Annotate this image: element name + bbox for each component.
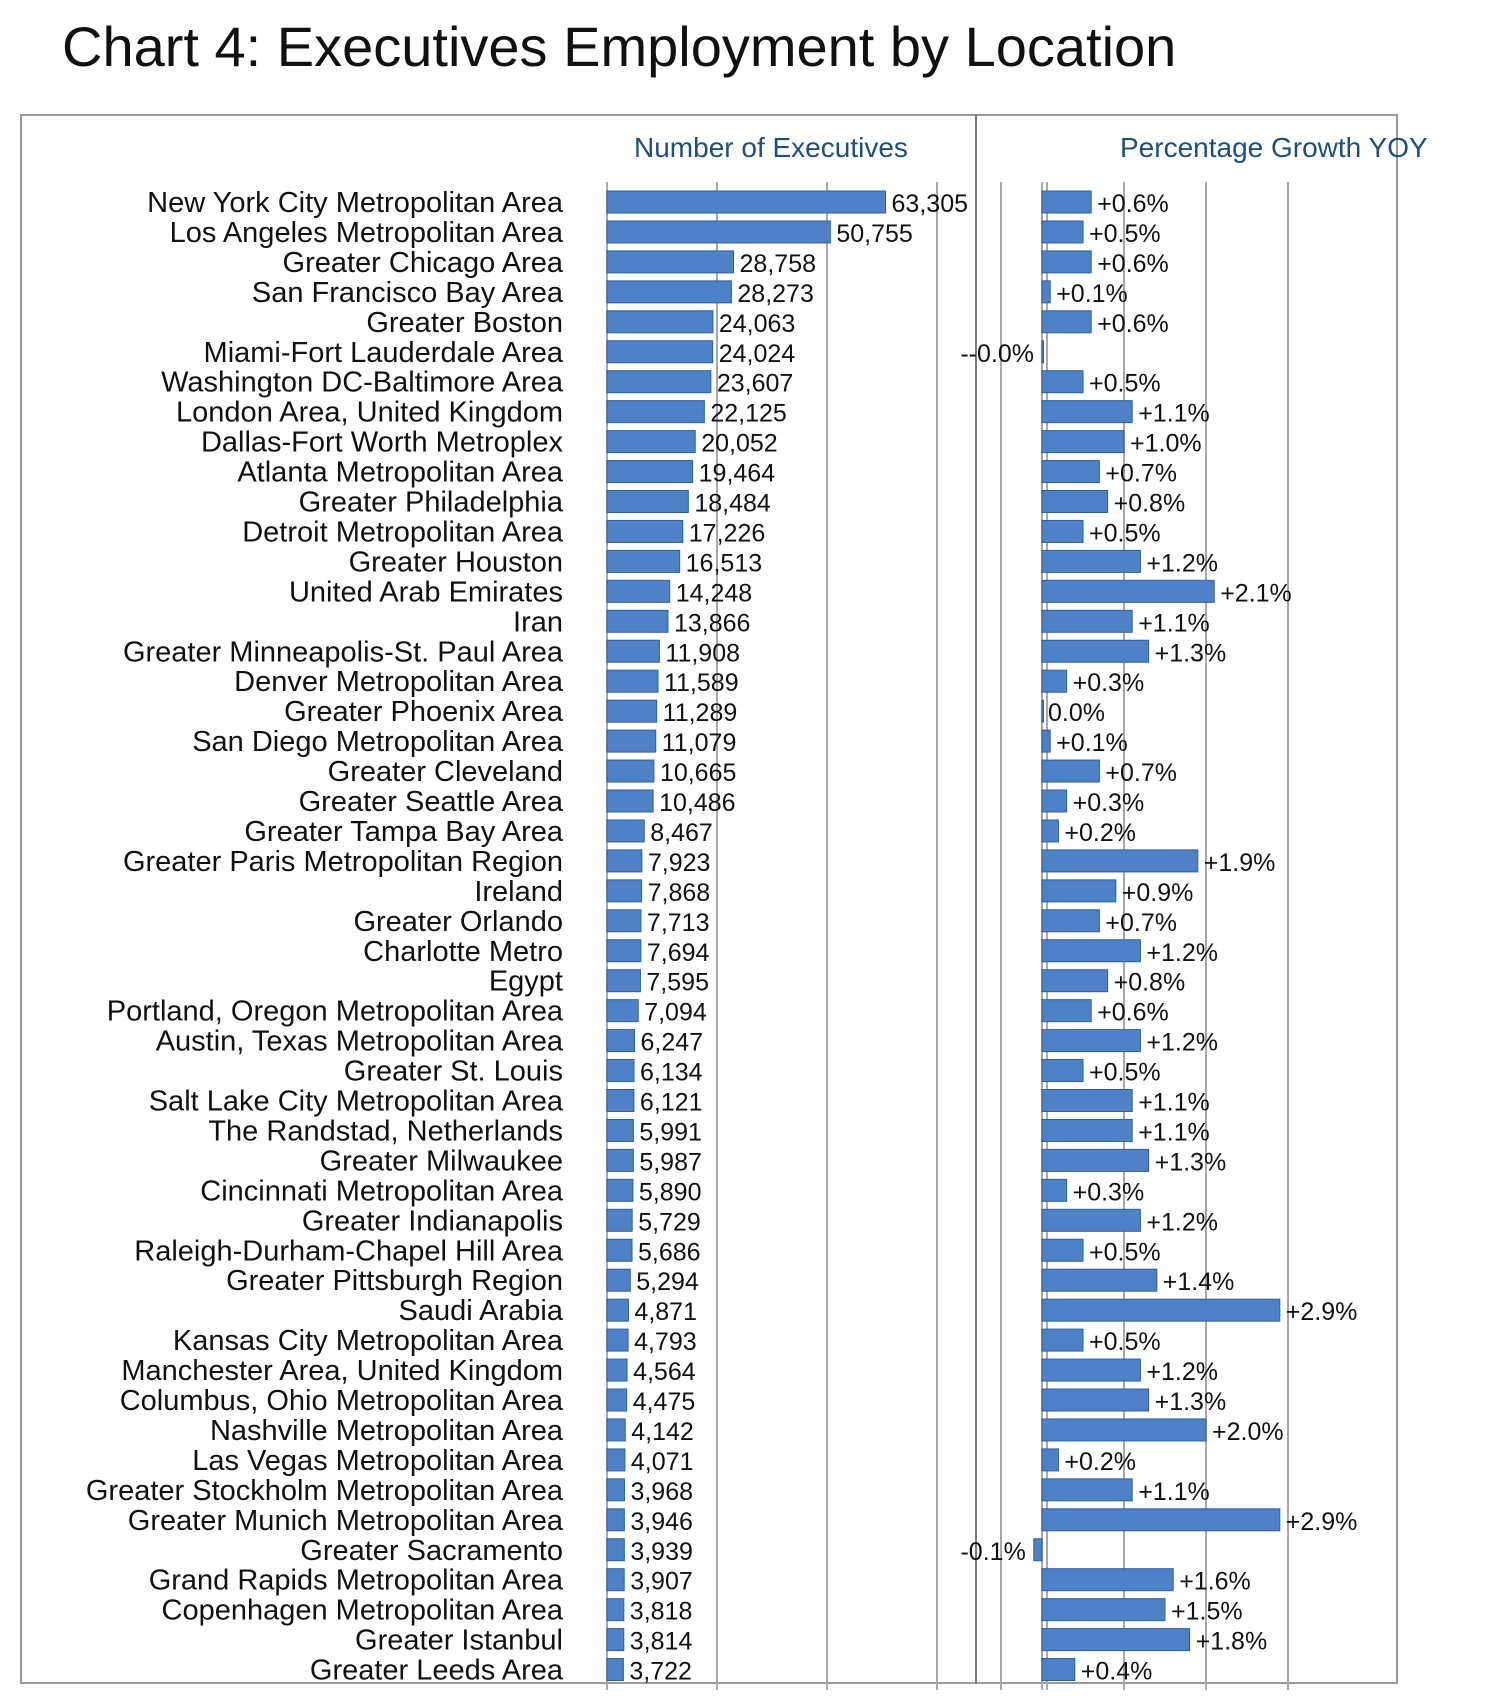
growth-value-label: +2.0% <box>1212 1417 1284 1446</box>
executives-bar <box>607 1389 627 1411</box>
growth-value-label: +1.6% <box>1179 1567 1251 1596</box>
executives-value-label: 11,079 <box>661 729 737 758</box>
executives-bar <box>607 1599 624 1621</box>
executives-bar <box>607 1179 633 1201</box>
growth-value-label: +1.2% <box>1146 1028 1218 1057</box>
growth-value-label: +0.6% <box>1097 998 1169 1027</box>
category-label: Greater Chicago Area <box>282 246 563 279</box>
executives-value-label: 3,968 <box>630 1477 694 1506</box>
executives-bar <box>607 281 731 303</box>
executives-value-label: 24,024 <box>718 339 796 368</box>
growth-value-label: +0.3% <box>1072 789 1145 817</box>
category-label: The Randstad, Netherlands <box>208 1115 563 1148</box>
growth-value-label: +1.1% <box>1138 1088 1210 1117</box>
executives-value-label: 28,758 <box>739 249 817 278</box>
category-label: United Arab Emirates <box>288 576 563 609</box>
category-label: Detroit Metropolitan Area <box>242 516 563 549</box>
executives-bar <box>607 1119 633 1141</box>
executives-bar <box>607 311 713 333</box>
growth-bar <box>1042 910 1099 932</box>
executives-value-label: 24,063 <box>718 309 796 338</box>
growth-value-label: +0.1% <box>1056 729 1128 758</box>
category-label: London Area, United Kingdom <box>176 396 563 429</box>
category-label: Greater Philadelphia <box>298 486 563 519</box>
category-label: Greater Milwaukee <box>319 1145 563 1178</box>
executives-value-label: 5,991 <box>639 1118 702 1147</box>
growth-bar <box>1042 520 1083 542</box>
executives-bar <box>607 251 734 273</box>
growth-value-label: +1.2% <box>1146 938 1218 967</box>
category-label: Greater Pittsburgh Region <box>226 1265 563 1298</box>
category-label: Kansas City Metropolitan Area <box>172 1325 563 1358</box>
executives-bar <box>607 940 641 962</box>
category-label: Copenhagen Metropolitan Area <box>161 1594 563 1627</box>
growth-bar <box>1042 550 1140 572</box>
executives-bar <box>607 191 886 213</box>
growth-value-label: +0.6% <box>1097 190 1169 218</box>
executives-value-label: 23,607 <box>716 369 794 398</box>
category-label: Manchester Area, United Kingdom <box>121 1355 563 1388</box>
executives-bar <box>607 1239 632 1261</box>
growth-bar <box>1042 1239 1083 1261</box>
executives-value-label: 20,052 <box>701 429 778 458</box>
executives-bar <box>607 1479 624 1501</box>
growth-value-label: +0.5% <box>1089 369 1161 398</box>
executives-bar <box>607 461 693 483</box>
executives-value-label: 4,142 <box>631 1417 694 1446</box>
growth-bar <box>1042 1329 1083 1351</box>
category-label: Greater St. Louis <box>343 1055 563 1088</box>
growth-value-label: +0.5% <box>1089 519 1161 548</box>
growth-value-label: +1.3% <box>1154 1148 1227 1177</box>
growth-value-label: +1.1% <box>1138 399 1210 428</box>
growth-value-label: -0.1% <box>960 1537 1026 1566</box>
executives-value-label: 3,818 <box>629 1597 693 1626</box>
executives-value-label: 7,094 <box>644 998 707 1027</box>
category-label: San Francisco Bay Area <box>251 276 563 309</box>
growth-bar <box>1042 820 1058 842</box>
executives-bar <box>607 1209 632 1231</box>
executives-value-label: 3,722 <box>629 1657 692 1686</box>
growth-bar <box>1042 1269 1157 1291</box>
category-label: Saudi Arabia <box>398 1295 563 1328</box>
executives-value-label: 3,814 <box>629 1627 693 1656</box>
executives-bar <box>607 580 670 602</box>
executives-value-label: 63,305 <box>891 190 969 218</box>
growth-bar <box>1042 1629 1190 1651</box>
executives-value-label: 7,923 <box>647 848 711 877</box>
executives-value-label: 7,868 <box>647 878 711 907</box>
growth-value-label: +1.8% <box>1195 1627 1268 1656</box>
growth-bar <box>1042 700 1044 722</box>
growth-value-label: +0.7% <box>1105 759 1177 788</box>
executives-value-label: 5,987 <box>639 1148 702 1177</box>
category-label: Salt Lake City Metropolitan Area <box>148 1085 563 1118</box>
executives-value-label: 13,866 <box>674 609 751 638</box>
growth-panel-title: Percentage Growth YOY <box>1120 132 1428 163</box>
executives-bar <box>607 670 658 692</box>
executives-bar <box>607 431 695 453</box>
executives-bar <box>607 221 830 243</box>
growth-bar <box>1042 790 1067 812</box>
category-label: Austin, Texas Metropolitan Area <box>155 1025 563 1058</box>
category-label: Greater Houston <box>348 546 563 579</box>
growth-value-label: +0.3% <box>1072 669 1145 698</box>
category-label: Miami-Fort Lauderdale Area <box>203 336 563 369</box>
growth-bar <box>1042 1479 1132 1501</box>
growth-bar <box>1042 1209 1140 1231</box>
growth-bar <box>1042 640 1149 662</box>
growth-bar <box>1042 1149 1149 1171</box>
growth-bar <box>1042 1569 1173 1591</box>
executives-bar <box>607 1030 634 1052</box>
growth-value-label: +1.3% <box>1154 1388 1227 1416</box>
growth-bar <box>1042 730 1050 752</box>
growth-bar <box>1042 1060 1083 1082</box>
executives-value-label: 10,665 <box>659 759 737 788</box>
executives-value-label: 4,475 <box>632 1388 696 1416</box>
growth-bar <box>1042 371 1083 393</box>
executives-value-label: 4,871 <box>634 1298 697 1327</box>
growth-bar <box>1042 1599 1165 1621</box>
growth-bar <box>1042 311 1091 333</box>
executives-bar <box>607 1449 625 1471</box>
executives-bar <box>607 610 668 632</box>
executives-value-label: 5,890 <box>638 1178 702 1207</box>
growth-value-label: +1.4% <box>1162 1268 1235 1297</box>
category-label: Columbus, Ohio Metropolitan Area <box>119 1385 563 1417</box>
category-label: Las Vegas Metropolitan Area <box>192 1444 563 1477</box>
growth-bar <box>1042 940 1140 962</box>
growth-bar <box>1042 610 1132 632</box>
executives-value-label: 4,793 <box>634 1328 697 1357</box>
growth-value-label: +0.7% <box>1105 459 1177 488</box>
executives-value-label: 6,121 <box>639 1088 703 1117</box>
growth-bar <box>1042 1119 1132 1141</box>
category-label: Greater Minneapolis-St. Paul Area <box>122 636 563 669</box>
growth-bar <box>1042 760 1099 782</box>
executives-bar <box>607 550 680 572</box>
growth-value-label: +1.2% <box>1146 1358 1218 1387</box>
category-label: Iran <box>513 606 563 639</box>
growth-value-label: +0.4% <box>1080 1657 1153 1686</box>
growth-bar <box>1034 1539 1042 1561</box>
growth-value-label: +0.5% <box>1089 219 1161 248</box>
growth-bar <box>1042 1030 1140 1052</box>
category-label: Charlotte Metro <box>363 935 563 968</box>
executives-bar <box>607 491 688 513</box>
growth-bar <box>1042 281 1050 303</box>
growth-bar <box>1042 1000 1091 1022</box>
executives-value-label: 22,125 <box>710 399 787 428</box>
category-label: Dallas-Fort Worth Metroplex <box>200 426 563 459</box>
growth-value-label: +1.1% <box>1138 1118 1210 1147</box>
growth-bar <box>1042 401 1132 423</box>
growth-value-label: +1.9% <box>1203 848 1276 877</box>
growth-value-label: +1.1% <box>1138 1477 1210 1506</box>
executives-value-label: 5,729 <box>638 1208 701 1237</box>
growth-bar <box>1042 580 1214 602</box>
category-label: Egypt <box>488 965 563 998</box>
executives-bar <box>607 1299 628 1321</box>
executives-value-label: 3,907 <box>630 1567 693 1596</box>
category-label: Washington DC-Baltimore Area <box>161 366 563 399</box>
growth-bar <box>1042 491 1108 513</box>
executives-bar <box>607 1659 623 1681</box>
category-label: Greater Leeds Area <box>309 1654 563 1687</box>
growth-bar <box>1042 431 1124 453</box>
executives-value-label: 50,755 <box>836 219 913 248</box>
executives-value-label: 3,946 <box>630 1507 693 1536</box>
growth-value-label: +2.1% <box>1220 579 1292 608</box>
category-label: Los Angeles Metropolitan Area <box>169 216 563 249</box>
category-label: Greater Paris Metropolitan Region <box>122 845 563 878</box>
growth-value-label: +0.8% <box>1113 968 1186 997</box>
executives-bar <box>607 700 657 722</box>
growth-bar <box>1042 880 1116 902</box>
growth-value-label: +0.6% <box>1097 309 1169 338</box>
growth-bar <box>1042 1449 1058 1471</box>
category-label: Grand Rapids Metropolitan Area <box>148 1564 563 1597</box>
category-label: Greater Munich Metropolitan Area <box>127 1504 563 1537</box>
executives-bar <box>607 1629 624 1651</box>
executives-value-label: 4,564 <box>633 1358 696 1387</box>
category-label: San Diego Metropolitan Area <box>192 726 563 759</box>
growth-bar <box>1042 341 1044 363</box>
growth-value-label: +1.2% <box>1146 1208 1218 1237</box>
executives-value-label: 4,071 <box>630 1447 694 1476</box>
executives-bar <box>607 1359 627 1381</box>
executives-value-label: 17,226 <box>688 519 766 548</box>
category-label: Greater Seattle Area <box>298 786 563 818</box>
growth-bar <box>1042 1359 1140 1381</box>
executives-bar <box>607 760 654 782</box>
growth-bar <box>1042 1090 1132 1112</box>
growth-bar <box>1042 850 1198 872</box>
growth-bar <box>1042 251 1091 273</box>
executives-bar <box>607 1060 634 1082</box>
growth-bar <box>1042 1389 1149 1411</box>
executives-bar <box>607 1269 630 1291</box>
growth-value-label: +0.8% <box>1113 489 1186 518</box>
growth-value-label: +1.1% <box>1138 609 1210 638</box>
category-label: Denver Metropolitan Area <box>234 666 563 699</box>
growth-bar <box>1042 221 1083 243</box>
executives-bar <box>607 1000 638 1022</box>
growth-bar <box>1042 670 1067 692</box>
executives-bar <box>607 1539 624 1561</box>
executives-bar <box>607 910 641 932</box>
growth-value-label: +0.3% <box>1072 1178 1145 1207</box>
executives-bar <box>607 730 656 752</box>
executives-bar <box>607 341 713 363</box>
executives-value-label: 28,273 <box>737 279 814 308</box>
executives-bar <box>607 850 642 872</box>
executives-bar <box>607 1419 625 1441</box>
growth-value-label: +1.0% <box>1130 429 1202 458</box>
growth-value-label: +0.5% <box>1089 1328 1161 1357</box>
executives-bar <box>607 371 711 393</box>
category-label: Portland, Oregon Metropolitan Area <box>106 995 563 1028</box>
executives-bar <box>607 970 640 992</box>
growth-bar <box>1042 970 1108 992</box>
chart-title: Chart 4: Executives Employment by Location <box>62 15 1177 78</box>
executives-value-label: 14,248 <box>675 579 753 608</box>
category-label: Greater Cleveland <box>327 756 563 789</box>
executives-value-label: 8,467 <box>650 818 713 847</box>
executives-bar <box>607 1329 628 1351</box>
executives-value-label: 11,289 <box>662 699 738 728</box>
executives-value-label: 16,513 <box>685 549 763 578</box>
growth-value-label: +0.2% <box>1064 1447 1136 1476</box>
growth-value-label: +1.5% <box>1171 1597 1243 1626</box>
executives-bar <box>607 790 653 812</box>
category-label: Greater Boston <box>366 306 563 339</box>
executives-value-label: 7,713 <box>646 908 710 937</box>
executives-value-label: 5,294 <box>636 1268 699 1297</box>
category-label: Greater Phoenix Area <box>284 696 563 729</box>
category-label: Cincinnati Metropolitan Area <box>200 1175 563 1208</box>
category-label: Ireland <box>474 875 563 908</box>
category-label: Greater Stockholm Metropolitan Area <box>85 1474 563 1507</box>
executives-bar <box>607 880 642 902</box>
executives-bar <box>607 401 704 423</box>
growth-value-label: +2.9% <box>1285 1507 1358 1536</box>
executives-bar <box>607 820 644 842</box>
growth-value-label: +2.9% <box>1285 1298 1358 1327</box>
growth-value-label: --0.0% <box>960 339 1034 368</box>
executives-value-label: 11,908 <box>665 639 741 668</box>
category-label: Greater Tampa Bay Area <box>244 815 563 848</box>
labels-layer <box>86 187 1358 1687</box>
category-label: New York City Metropolitan Area <box>147 187 563 219</box>
executives-value-label: 19,464 <box>698 459 776 488</box>
category-label: Atlanta Metropolitan Area <box>237 456 563 489</box>
growth-bar <box>1042 1419 1206 1441</box>
executives-bar <box>607 520 683 542</box>
executives-value-label: 11,589 <box>663 669 739 698</box>
executives-value-label: 7,694 <box>646 938 710 967</box>
executives-value-label: 6,134 <box>639 1058 703 1087</box>
category-label: Greater Orlando <box>353 905 563 938</box>
growth-bar <box>1042 191 1091 213</box>
growth-bar <box>1042 1509 1280 1531</box>
executives-bar <box>607 1090 634 1112</box>
category-label: Nashville Metropolitan Area <box>209 1414 563 1447</box>
executives-value-label: 18,484 <box>694 489 771 518</box>
executives-bar <box>607 1149 633 1171</box>
growth-bar <box>1042 1299 1280 1321</box>
executives-value-label: 5,686 <box>638 1238 701 1267</box>
growth-bar <box>1042 1179 1067 1201</box>
growth-value-label: +0.9% <box>1121 878 1194 907</box>
growth-value-label: +0.5% <box>1089 1238 1161 1267</box>
category-label: Greater Indianapolis <box>301 1205 563 1238</box>
executives-value-label: 7,595 <box>646 968 709 997</box>
growth-bar <box>1042 1659 1075 1681</box>
executives-value-label: 3,939 <box>630 1537 693 1566</box>
executives-value-label: 6,247 <box>640 1028 704 1057</box>
growth-value-label: +0.7% <box>1105 908 1177 937</box>
executives-panel-title: Number of Executives <box>634 132 908 163</box>
growth-value-label: +0.5% <box>1089 1058 1161 1087</box>
growth-value-label: +0.6% <box>1097 249 1169 278</box>
executives-bar <box>607 640 659 662</box>
growth-value-label: +1.2% <box>1146 549 1218 578</box>
growth-value-label: +1.3% <box>1154 639 1227 668</box>
growth-value-label: +0.2% <box>1064 818 1136 847</box>
growth-value-label: +0.1% <box>1056 279 1128 308</box>
growth-bar <box>1042 461 1099 483</box>
growth-value-label: 0.0% <box>1048 699 1105 728</box>
executives-value-label: 10,486 <box>659 789 736 817</box>
executives-bar <box>607 1569 624 1591</box>
category-label: Greater Sacramento <box>300 1534 563 1567</box>
category-label: Raleigh-Durham-Chapel Hill Area <box>134 1235 563 1268</box>
category-label: Greater Istanbul <box>355 1624 563 1657</box>
executives-bar <box>607 1509 624 1531</box>
